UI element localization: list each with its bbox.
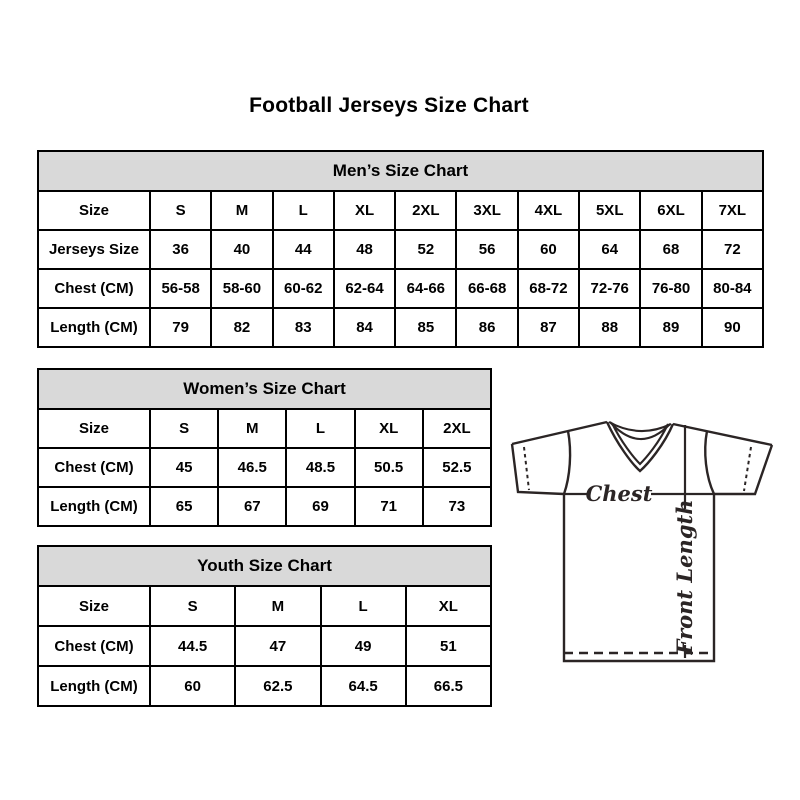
cell: 5XL [579, 191, 640, 230]
cell: XL [355, 409, 423, 448]
mens-size-table [37, 150, 764, 348]
cell: 67 [218, 487, 286, 526]
womens-table-title: Women’s Size Chart [38, 369, 491, 409]
cell: S [150, 409, 218, 448]
cell: M [235, 586, 320, 626]
youth-size-table [37, 545, 492, 707]
cell: L [273, 191, 334, 230]
row-label: Size [38, 409, 150, 448]
cell: 7XL [702, 191, 763, 230]
cell: 68-72 [518, 269, 579, 308]
cell: 88 [579, 308, 640, 347]
table-row [38, 666, 491, 706]
cell: 62-64 [334, 269, 395, 308]
cell: 71 [355, 487, 423, 526]
table-row [38, 409, 491, 448]
cell: 48 [334, 230, 395, 269]
cell: 60-62 [273, 269, 334, 308]
row-label: Length (CM) [38, 487, 150, 526]
cell: 66-68 [456, 269, 517, 308]
cell: 48.5 [286, 448, 354, 487]
cell: 64.5 [321, 666, 406, 706]
row-label: Chest (CM) [38, 626, 150, 666]
cell: L [286, 409, 354, 448]
cell: 50.5 [355, 448, 423, 487]
front-length-label: Front Length [672, 499, 697, 655]
cell: 76-80 [640, 269, 701, 308]
cell: 62.5 [235, 666, 320, 706]
cell: 72-76 [579, 269, 640, 308]
chest-label: Chest [585, 481, 653, 506]
cell: 49 [321, 626, 406, 666]
cell: XL [334, 191, 395, 230]
cell: 90 [702, 308, 763, 347]
cell: 56-58 [150, 269, 211, 308]
cell: 66.5 [406, 666, 491, 706]
cell: 86 [456, 308, 517, 347]
cell: 72 [702, 230, 763, 269]
cell: L [321, 586, 406, 626]
cell: S [150, 191, 211, 230]
cell: 6XL [640, 191, 701, 230]
cell: 40 [211, 230, 272, 269]
cell: 3XL [456, 191, 517, 230]
row-label: Chest (CM) [38, 269, 150, 308]
table-row [38, 448, 491, 487]
jersey-measurement-diagram [502, 412, 774, 667]
cell: 47 [235, 626, 320, 666]
mens-table-title: Men’s Size Chart [38, 151, 763, 191]
cell: 36 [150, 230, 211, 269]
table-header-row [38, 369, 491, 409]
cell: 79 [150, 308, 211, 347]
table-row [38, 191, 763, 230]
cell: 44.5 [150, 626, 235, 666]
cell: 65 [150, 487, 218, 526]
cell: 87 [518, 308, 579, 347]
cell: 44 [273, 230, 334, 269]
cell: 52.5 [423, 448, 491, 487]
cell: 84 [334, 308, 395, 347]
youth-table-title: Youth Size Chart [38, 546, 491, 586]
cell: 45 [150, 448, 218, 487]
page-title: Football Jerseys Size Chart [249, 94, 529, 117]
cell: 58-60 [211, 269, 272, 308]
cell: 2XL [395, 191, 456, 230]
table-row [38, 269, 763, 308]
cell: 68 [640, 230, 701, 269]
cell: 80-84 [702, 269, 763, 308]
cell: M [218, 409, 286, 448]
table-header-row [38, 546, 491, 586]
row-label: Jerseys Size [38, 230, 150, 269]
cell: 82 [211, 308, 272, 347]
table-row [38, 308, 763, 347]
cell: 52 [395, 230, 456, 269]
cell: 51 [406, 626, 491, 666]
cell: M [211, 191, 272, 230]
cell: 89 [640, 308, 701, 347]
table-header-row [38, 151, 763, 191]
cell: 60 [150, 666, 235, 706]
cell: XL [406, 586, 491, 626]
table-row [38, 487, 491, 526]
cell: 60 [518, 230, 579, 269]
cell: 64-66 [395, 269, 456, 308]
cell: 64 [579, 230, 640, 269]
row-label: Length (CM) [38, 666, 150, 706]
cell: 2XL [423, 409, 491, 448]
cell: 83 [273, 308, 334, 347]
jersey-outline-icon [512, 422, 772, 661]
row-label: Size [38, 586, 150, 626]
cell: S [150, 586, 235, 626]
row-label: Chest (CM) [38, 448, 150, 487]
row-label: Size [38, 191, 150, 230]
table-row [38, 626, 491, 666]
table-row [38, 586, 491, 626]
cell: 4XL [518, 191, 579, 230]
cell: 69 [286, 487, 354, 526]
cell: 46.5 [218, 448, 286, 487]
cell: 73 [423, 487, 491, 526]
cell: 85 [395, 308, 456, 347]
table-row [38, 230, 763, 269]
cell: 56 [456, 230, 517, 269]
row-label: Length (CM) [38, 308, 150, 347]
womens-size-table [37, 368, 492, 527]
